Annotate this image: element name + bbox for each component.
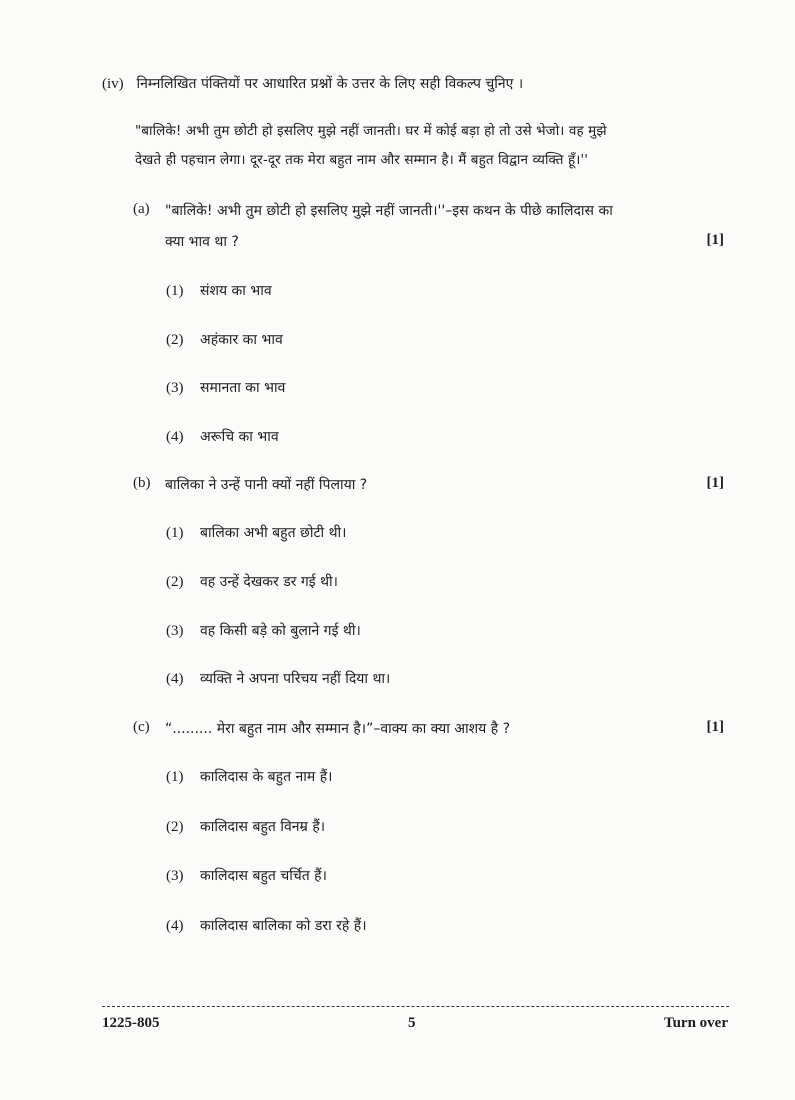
option-item (166, 378, 285, 397)
marks-badge: [1] (706, 475, 724, 491)
option-item (166, 669, 390, 688)
option-text: कालिदास बहुत चर्चित हैं। (200, 868, 327, 884)
option-number: (3) (166, 623, 184, 639)
question-number: (iv) (102, 76, 124, 92)
option-text: अरूचि का भाव (200, 429, 279, 445)
option-item (166, 866, 327, 885)
option-item (166, 817, 325, 836)
option-text: अहंकार का भाव (200, 332, 283, 348)
paper-code: 1225-805 (102, 1015, 160, 1031)
option-text: कालिदास बहुत विनम्र हैं। (200, 819, 326, 835)
option-item (166, 621, 361, 640)
option-number: (1) (166, 283, 184, 299)
option-number: (4) (166, 429, 184, 445)
option-text: व्यक्ति ने अपना परिचय नहीं दिया था। (200, 671, 391, 687)
option-item (166, 767, 333, 786)
option-number: (4) (166, 671, 184, 687)
option-item (166, 427, 279, 446)
option-number: (1) (166, 525, 184, 541)
option-text: कालिदास के बहुत नाम हैं। (200, 769, 333, 785)
subquestion-text: “......... मेरा बहुत नाम और सम्मान है।”–वाक्य का क्या आशय है ? (165, 721, 511, 737)
marks-badge: [1] (706, 232, 724, 248)
turn-over-label: Turn over (663, 1015, 728, 1031)
option-number: (3) (166, 868, 184, 884)
option-text: बालिका अभी बहुत छोटी थी। (200, 525, 347, 541)
option-number: (4) (166, 918, 184, 934)
option-item (166, 281, 272, 300)
option-text: वह उन्हें देखकर डर गई थी। (200, 574, 338, 590)
passage-line: "बालिके! अभी तुम छोटी हो इसलिए मुझे नहीं जानती। घर में कोई बड़ा हो तो उसे भेजो। वह मुझे (135, 123, 607, 139)
option-number: (2) (166, 819, 184, 835)
marks-badge: [1] (706, 719, 724, 735)
subquestion-text: "बालिके! अभी तुम छोटी हो इसलिए मुझे नहीं जानती।''–इस कथन के पीछे कालिदास का (165, 203, 613, 219)
option-item (166, 523, 347, 542)
option-number: (1) (166, 769, 184, 785)
option-item (166, 330, 283, 349)
subquestion-label: (a) (133, 201, 150, 217)
subquestion-text: बालिका ने उन्हें पानी क्यों नहीं पिलाया ? (165, 477, 368, 493)
option-text: कालिदास बालिका को डरा रहे हैं। (200, 918, 367, 934)
option-text: संशय का भाव (200, 283, 272, 299)
subquestion-label: (b) (133, 475, 151, 491)
passage-line: देखते ही पहचान लेगा। दूर-दूर तक मेरा बहुत नाम और सम्मान है। मैं बहुत विद्वान व्यक्ति हूँ।'' (135, 152, 589, 168)
footer-divider (102, 1006, 729, 1007)
option-number: (2) (166, 332, 184, 348)
page-number: 5 (408, 1015, 416, 1031)
option-number: (3) (166, 380, 184, 396)
option-number: (2) (166, 574, 184, 590)
subquestion-label: (c) (133, 719, 150, 735)
question-instruction: निम्नलिखित पंक्तियों पर आधारित प्रश्नों के उत्तर के लिए सही विकल्प चुनिए । (136, 76, 524, 92)
option-item (166, 916, 367, 935)
option-item (166, 572, 338, 591)
question-header (102, 74, 523, 93)
option-text: वह किसी बड़े को बुलाने गई थी। (200, 623, 361, 639)
subquestion-text: क्या भाव था ? (165, 234, 239, 250)
option-text: समानता का भाव (200, 380, 286, 396)
